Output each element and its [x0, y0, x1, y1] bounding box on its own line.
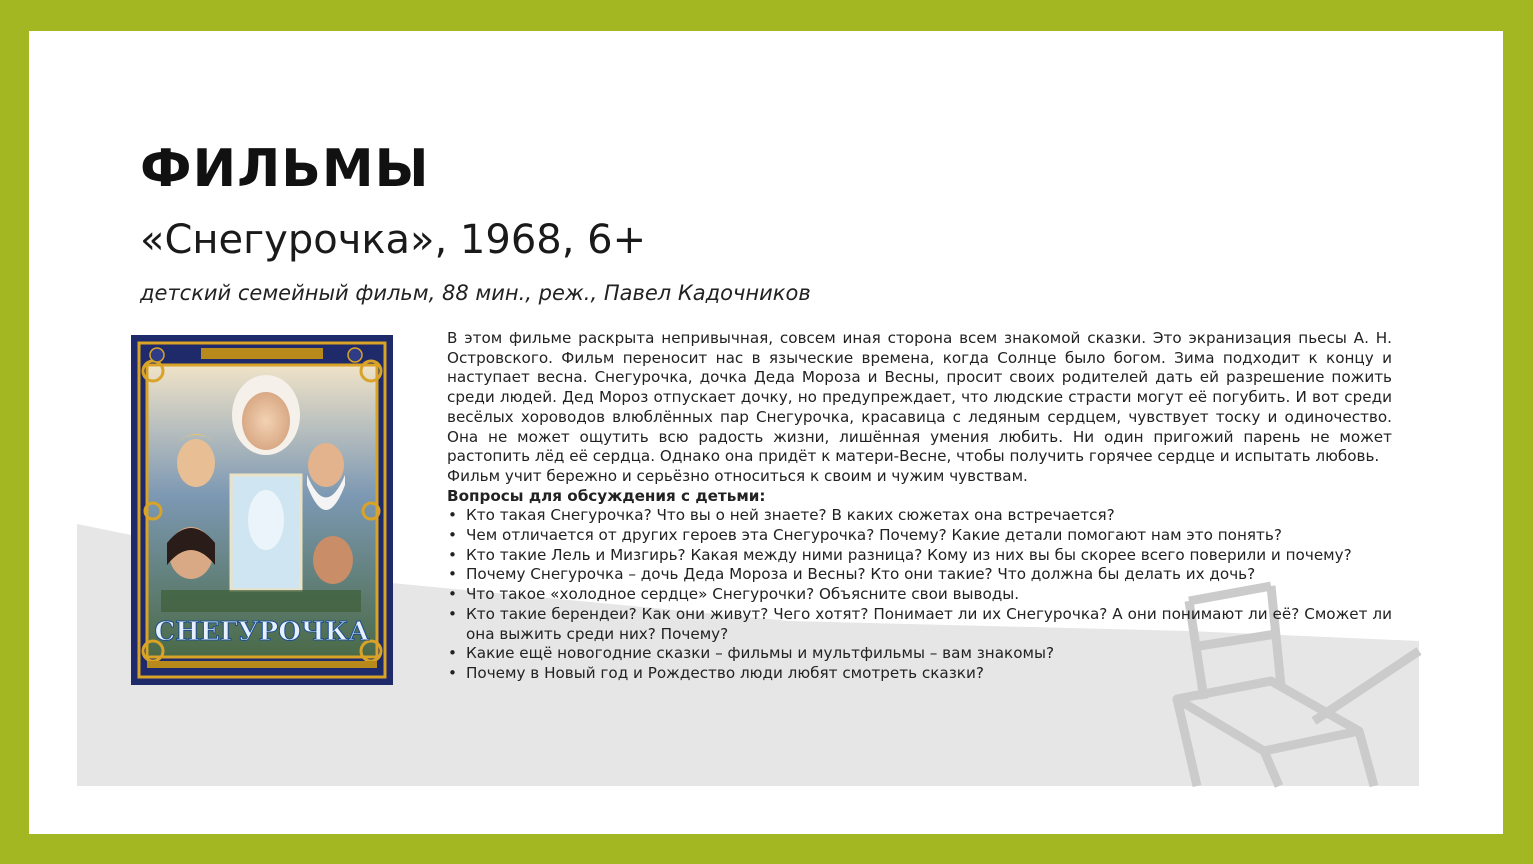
question-item: • Кто такие берендеи? Как они живут? Чего хотят? Понимает ли их Снегурочка? А они понимают ли её? Сможет ли она выжить среди них? Почему? [447, 605, 1392, 644]
film-heading: «Снегурочка», 1968, 6+ [140, 217, 647, 263]
description-block [447, 329, 1392, 684]
question-item: • Чем отличается от других героев эта Снегурочка? Почему? Какие детали помогают нам это понять? [447, 526, 1392, 546]
studio-logo-right [348, 348, 362, 362]
film-subtitle: детский семейный фильм, 88 мин., реж., Павел Кадочников [140, 281, 811, 305]
poster-banner [201, 348, 323, 359]
description-paragraph: В этом фильме раскрыта непривычная, совсем иная сторона всем знакомой сказки. Это экранизация пьесы А. Н. Островского. Фильм переносит нас в языческие времена, когда Солнце было богом. Зима подходит к концу и наступает весна. Снегурочка, дочка Деда Мороза и Весны, просит своих родителей дать ей разрешение пожить среди людей. Дед Мороз отпускает дочку, но предупреждает, что людские страсти могут её погубить. И вот среди весёлых хороводов влюблённых пар Снегурочка, красавица с ледяным сердцем, чувствует тоску и одиночество. Она не может ощутить всю радость жизни, лишённая умения любить. Ни один пригожий парень не может растопить лёд её сердца. Однако она придёт к матери-Весне, чтобы получить горячее сердце и испытать любовь. [447, 329, 1392, 466]
slide [29, 31, 1503, 834]
poster-title: СНЕГУРОЧКА [154, 617, 370, 647]
question-item: • Какие ещё новогодние сказки – фильмы и мультфильмы – вам знакомы? [447, 644, 1392, 664]
questions-list [447, 506, 1392, 683]
question-item: • Кто такая Снегурочка? Что вы о ней знаете? В каких сюжетах она встречается? [447, 506, 1392, 526]
studio-logo-left [150, 348, 164, 362]
question-item: • Что такое «холодное сердце» Снегурочки? Объясните свои выводы. [447, 585, 1392, 605]
description-lesson: Фильм учит бережно и серьёзно относиться к своим и чужим чувствам. [447, 466, 1028, 485]
film-poster [131, 335, 393, 685]
page-title: ФИЛЬМЫ [140, 139, 430, 199]
questions-title: Вопросы для обсуждения с детьми: [447, 486, 766, 505]
question-item: • Почему в Новый год и Рождество люди любят смотреть сказки? [447, 664, 1392, 684]
question-item: • Почему Снегурочка – дочь Деда Мороза и Весны? Кто они такие? Что должна бы делать их дочь? [447, 565, 1392, 585]
snow-maiden-face [242, 392, 290, 450]
question-item: • Кто такие Лель и Мизгирь? Какая между ними разница? Кому из них вы бы скорее всего поверили и почему? [447, 546, 1392, 566]
